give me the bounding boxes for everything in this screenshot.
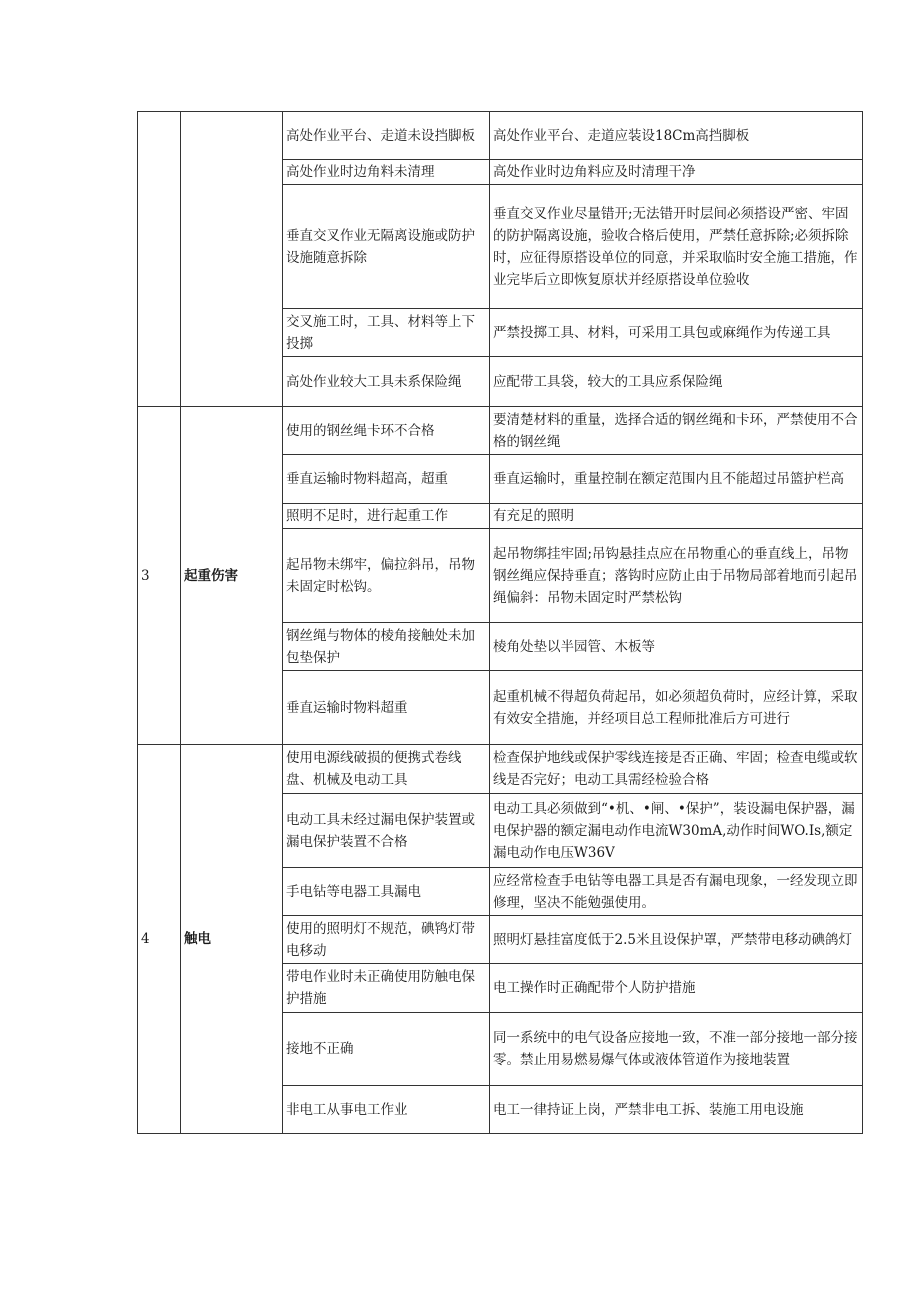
hazard-cell: 接地不正确 [283,1013,490,1086]
hazard-cell: 非电工从事电工作业 [283,1086,490,1134]
measure-cell: 检查保护地线或保护零线连接是否正确、牢固；检查电缆或软线是否完好；电动工具需经检验合格 [490,745,863,794]
measure-cell: 应配带工具袋，较大的工具应系保险绳 [490,357,863,407]
hazard-cell: 手电钻等电器工具漏电 [283,868,490,916]
table-row [138,407,863,455]
measure-cell: 同一系统中的电气设备应接地一致，不准一部分接地一部分接零。禁止用易燃易爆气体或液体管道作为接地装置 [490,1013,863,1086]
hazard-cell: 使用电源线破损的便携式卷线盘、机械及电动工具 [283,745,490,794]
row-number [138,112,181,407]
hazard-cell: 垂直运输时物料超重 [283,671,490,745]
row-number: 4 [138,745,181,1134]
table-row [138,112,863,160]
hazard-cell: 钢丝绳与物体的棱角接触处未加包垫保护 [283,623,490,671]
measure-cell: 垂直运输时，重量控制在额定范围内且不能超过吊篮护栏高 [490,455,863,504]
measure-cell: 棱角处垫以半园管、木板等 [490,623,863,671]
measure-cell: 照明灯悬挂富度低于2.5米且设保护罩，严禁带电移动碘鸽灯 [490,916,863,964]
hazard-cell: 照明不足时，进行起重工作 [283,504,490,529]
hazard-cell: 使用的钢丝绳卡环不合格 [283,407,490,455]
measure-cell: 高处作业时边角料应及时清理干净 [490,160,863,185]
hazard-cell: 高处作业较大工具未系保险绳 [283,357,490,407]
hazard-cell: 垂直交叉作业无隔离设施或防护设施随意拆除 [283,185,490,309]
hazard-cell: 起吊物未绑牢，偏拉斜吊，吊物未固定时松钩。 [283,529,490,623]
table-row [138,745,863,794]
measure-cell: 严禁投掷工具、材料，可采用工具包或麻绳作为传递工具 [490,309,863,357]
measure-cell: 要清楚材料的重量，选择合适的钢丝绳和卡环，严禁使用不合格的钢丝绳 [490,407,863,455]
measure-cell: 高处作业平台、走道应装设18Cm高挡脚板 [490,112,863,160]
measure-cell: 有充足的照明 [490,504,863,529]
hazard-table [137,111,863,1134]
hazard-category: 起重伤害 [181,407,283,745]
measure-cell: 应经常检查手电钻等电器工具是否有漏电现象，一经发现立即修理，坚决不能勉强使用。 [490,868,863,916]
hazard-cell: 使用的照明灯不规范，碘鸨灯带电移动 [283,916,490,964]
hazard-cell: 交叉施工时，工具、材料等上下投掷 [283,309,490,357]
measure-cell: 起吊物绑挂牢固;吊钩悬挂点应在吊物重心的垂直线上，吊物钢丝绳应保持垂直；落钩时应防止由于吊物局部着地而引起吊绳偏斜：吊物未固定时严禁松钩 [490,529,863,623]
measure-cell: 电动工具必须做到“•机、•闸、•保护”，装设漏电保护器，漏电保护器的额定漏电动作电流W30mA,动作时间WO.Is,额定漏电动作电压W36V [490,794,863,868]
measure-cell: 电工操作时正确配带个人防护措施 [490,964,863,1013]
row-number: 3 [138,407,181,745]
measure-cell: 电工一律持证上岗，严禁非电工拆、装施工用电设施 [490,1086,863,1134]
measure-cell: 起重机械不得超负荷起吊，如必须超负荷时，应经计算，采取有效安全措施，并经项目总工程师批准后方可进行 [490,671,863,745]
hazard-category: 触电 [181,745,283,1134]
hazard-cell: 垂直运输时物料超高，超重 [283,455,490,504]
hazard-cell: 电动工具未经过漏电保护装置或漏电保护装置不合格 [283,794,490,868]
measure-cell: 垂直交叉作业尽量错开;无法错开时层间必须搭设严密、牢固的防护隔离设施，验收合格后使用，严禁任意拆除;必须拆除时，应征得原搭设单位的同意，并采取临时安全施工措施，作业完毕后立即恢复原状并经原搭设单位验收 [490,185,863,309]
hazard-cell: 带电作业时未正确使用防触电保护措施 [283,964,490,1013]
hazard-category [181,112,283,407]
hazard-cell: 高处作业时边角料未清理 [283,160,490,185]
hazard-cell: 高处作业平台、走道未设挡脚板 [283,112,490,160]
